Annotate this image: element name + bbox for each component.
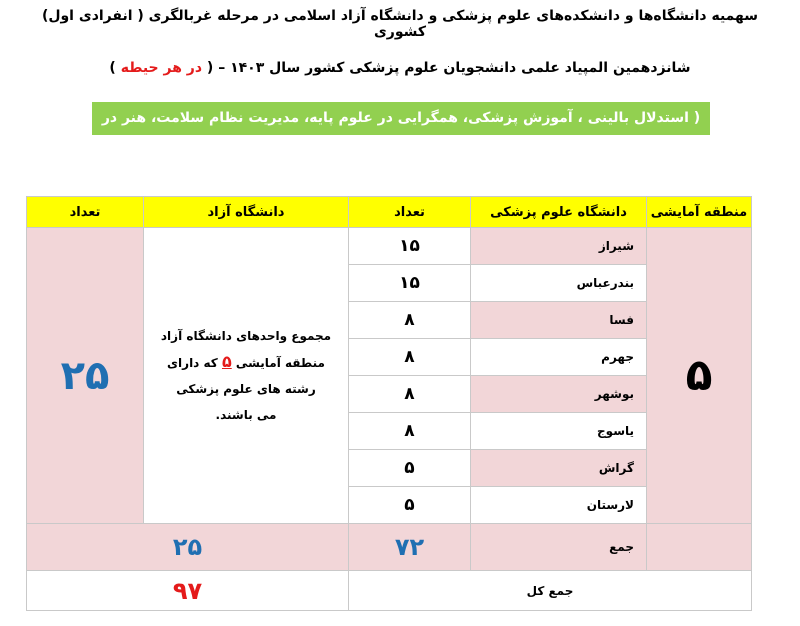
region-number: ۵ [647, 228, 752, 524]
sum-row [27, 524, 752, 571]
page-title: سهمیه دانشگاه‌ها و دانشکده‌های علوم پزشکی و دانشگاه آزاد اسلامی در مرحله غربالگری ( انفرادی اول) کشوری [41, 8, 759, 40]
azad-desc-line1: مجموع واحدهای دانشگاه آزاد [160, 329, 332, 343]
uni-count: ۵ [349, 450, 471, 487]
total-label: جمع کل [349, 571, 752, 611]
sum-spacer [647, 524, 752, 571]
azad-desc-line3: رشته های علوم پزشکی [176, 382, 316, 396]
sum-azad: ۲۵ [27, 524, 349, 571]
azad-count: ۲۵ [27, 228, 144, 524]
total-row [27, 571, 752, 611]
uni-count: ۱۵ [349, 228, 471, 265]
table-row [27, 228, 752, 265]
azad-description [144, 228, 349, 524]
uni-count: ۱۵ [349, 265, 471, 302]
uni-name: بندرعباس [471, 265, 647, 302]
uni-count: ۸ [349, 413, 471, 450]
uni-name: فسا [471, 302, 647, 339]
header-azad-uni: دانشگاه آزاد [144, 197, 349, 228]
azad-desc-line4: می باشند. [215, 408, 277, 422]
azad-desc-pre: منطقه آمایشی [235, 356, 325, 370]
page-subtitle [30, 60, 770, 76]
azad-desc-region-num: ۵ [221, 352, 232, 371]
uni-name: شیراز [471, 228, 647, 265]
uni-name: جهرم [471, 339, 647, 376]
azad-desc-line2 [144, 349, 348, 376]
uni-name: بوشهر [471, 376, 647, 413]
uni-count: ۵ [349, 487, 471, 524]
subtitle-highlight: در هر حیطه [120, 60, 203, 76]
header-count-azad: تعداد [27, 197, 144, 228]
header-count: تعداد [349, 197, 471, 228]
subtitle-main: شانزدهمین المپیاد علمی دانشجویان علوم پزشکی کشور سال ۱۴۰۳ – ( [206, 60, 691, 76]
header-medical-uni: دانشگاه علوم پزشکی [471, 197, 647, 228]
uni-count: ۸ [349, 302, 471, 339]
sum-medical: ۷۲ [349, 524, 471, 571]
uni-name: یاسوج [471, 413, 647, 450]
uni-count: ۸ [349, 376, 471, 413]
sum-label: جمع [471, 524, 647, 571]
uni-count: ۸ [349, 339, 471, 376]
subtitle-close: ) [109, 60, 116, 76]
fields-banner: ( استدلال بالینی ، آموزش پزشکی، همگرایی در علوم پایه، مدیریت نظام سلامت، هنر در سلامت) [92, 102, 710, 135]
total-value: ۹۷ [27, 571, 349, 611]
azad-desc-post: که دارای [167, 356, 218, 370]
header-region: منطقه آمایشی [647, 197, 752, 228]
uni-name: لارستان [471, 487, 647, 524]
table-header-row [27, 197, 752, 228]
quota-table [26, 196, 752, 611]
uni-name: گراش [471, 450, 647, 487]
